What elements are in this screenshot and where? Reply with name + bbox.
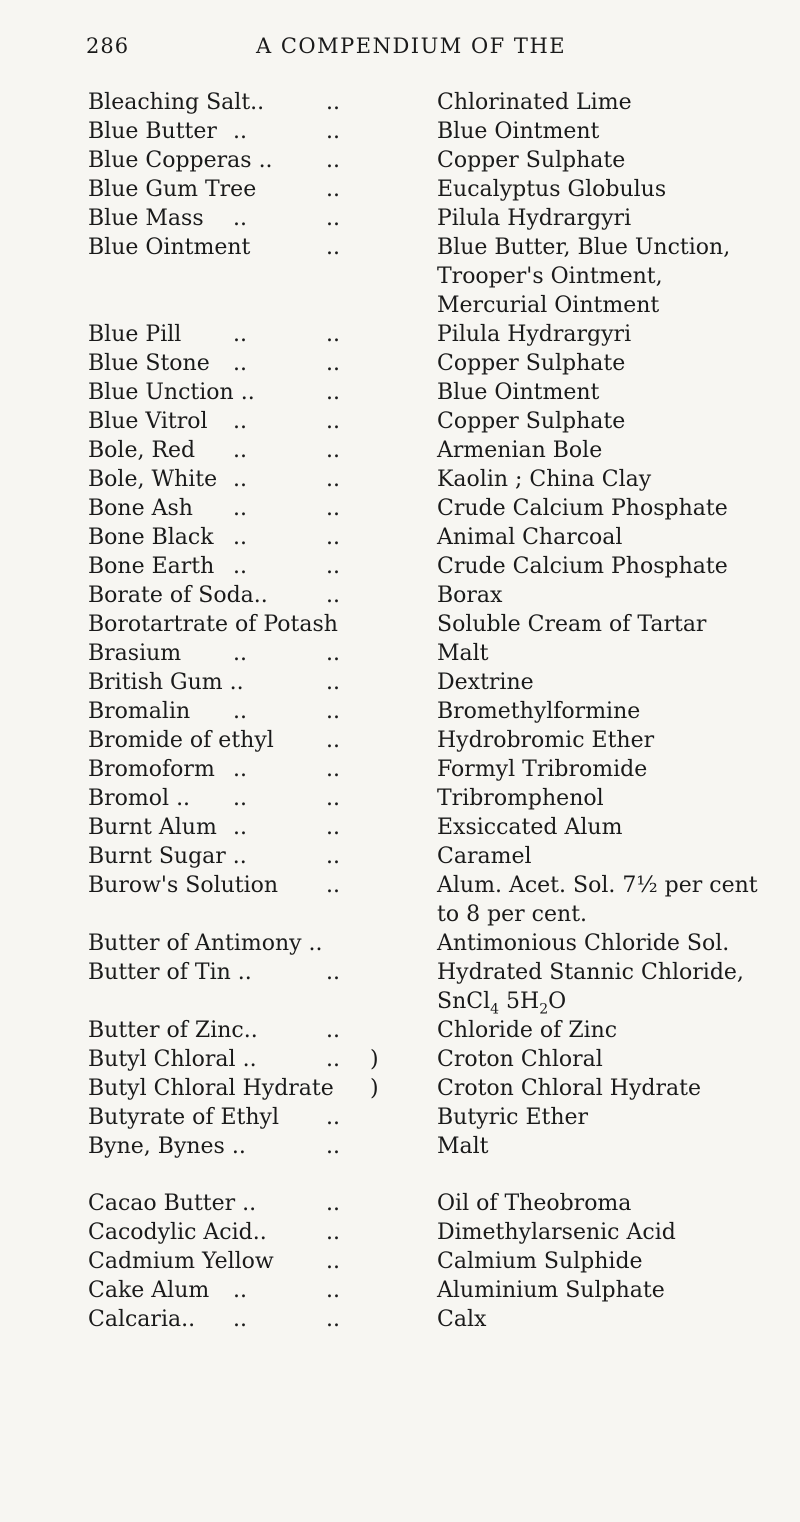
entry-term: Bone Ash (88, 496, 193, 521)
entry-synonym: Blue Butter, Blue Unction, Trooper's Ointment, Mercurial Ointment (437, 235, 731, 318)
entry-term: Bole, White (88, 467, 218, 492)
entry-term: Blue Unction .. (88, 380, 255, 405)
entry-term: Bromalin (88, 699, 191, 724)
entry-synonym: Dextrine (437, 670, 534, 695)
entry-row (88, 378, 778, 407)
leader-dots: .. (326, 1220, 340, 1245)
entry-synonym: Aluminium Sulphate (437, 1278, 665, 1303)
leader-dots: .. (326, 1249, 340, 1274)
leader-dots: .. (326, 641, 340, 666)
leader-dots: .. (233, 757, 247, 782)
entry-row (88, 233, 778, 320)
leader-dots: .. (233, 351, 247, 376)
entry-term: Cadmium Yellow (88, 1249, 274, 1274)
entry-row (88, 1218, 778, 1247)
leader-dots: .. (326, 699, 340, 724)
entry-row (88, 204, 778, 233)
leader-dots: .. (233, 525, 247, 550)
leader-dots: .. (326, 1018, 340, 1043)
entry-term: Blue Mass (88, 206, 204, 231)
entry-synonym: Animal Charcoal (437, 525, 623, 550)
leader-dots: .. (326, 351, 340, 376)
entry-row (88, 436, 778, 465)
leader-dots: .. (326, 496, 340, 521)
entry-synonym: Butyric Ether (437, 1105, 589, 1130)
leader-dots: .. (326, 322, 340, 347)
leader-dots: .. (326, 119, 340, 144)
entry-term: Brasium (88, 641, 182, 666)
entry-row (88, 320, 778, 349)
entry-row (88, 1016, 778, 1045)
entry-term: Burnt Sugar .. (88, 844, 247, 869)
entry-synonym: Calx (437, 1307, 487, 1332)
leader-dots: .. (233, 641, 247, 666)
entry-term: Butter of Zinc.. (88, 1018, 258, 1043)
entry-term: Butyrate of Ethyl (88, 1105, 280, 1130)
entry-term: Burnt Alum (88, 815, 217, 840)
entry-synonym: Antimonious Chloride Sol. (437, 931, 730, 956)
entry-row (88, 871, 778, 929)
leader-dots: .. (233, 1307, 247, 1332)
entry-row (88, 88, 778, 117)
leader-dots: .. (326, 815, 340, 840)
entry-synonym: Armenian Bole (437, 438, 603, 463)
entry-row (88, 1045, 778, 1074)
entry-synonym: Malt (437, 641, 489, 666)
entry-row (88, 784, 778, 813)
entry-row (88, 1074, 778, 1103)
leader-dots: .. (326, 525, 340, 550)
entry-synonym: Chloride of Zinc (437, 1018, 618, 1043)
leader-dots: .. (326, 554, 340, 579)
leader-dots: .. (326, 960, 340, 985)
entry-synonym: Croton Chloral Hydrate (437, 1076, 701, 1101)
entry-synonym: Blue Ointment (437, 119, 600, 144)
entry-synonym: Bromethylformine (437, 699, 641, 724)
leader-dots: .. (326, 467, 340, 492)
entry-synonym: Blue Ointment (437, 380, 600, 405)
entry-row (88, 842, 778, 871)
leader-dots: .. (326, 1134, 340, 1159)
entry-row (88, 146, 778, 175)
leader-dots: .. (326, 1105, 340, 1130)
page-header (86, 34, 740, 68)
entry-term: Bromide of ethyl (88, 728, 274, 753)
leader-dots: .. (326, 438, 340, 463)
entry-term: Butter of Tin .. (88, 960, 252, 985)
running-title: A COMPENDIUM OF THE (256, 34, 567, 58)
leader-dots: .. (233, 206, 247, 231)
entry-term: Butyl Chloral Hydrate (88, 1076, 334, 1101)
leader-dots: .. (326, 844, 340, 869)
entry-synonym: Copper Sulphate (437, 148, 626, 173)
entry-term: Cacao Butter .. (88, 1191, 257, 1216)
entry-term: Blue Butter (88, 119, 217, 144)
entry-synonym: Croton Chloral (437, 1047, 603, 1072)
entry-row (88, 755, 778, 784)
entry-synonym: Soluble Cream of Tartar (437, 612, 707, 637)
entry-term: Cacodylic Acid.. (88, 1220, 267, 1245)
entry-synonym: Calmium Sulphide (437, 1249, 643, 1274)
leader-dots: .. (326, 90, 340, 115)
grouping-brace: ) (370, 1076, 379, 1101)
leader-dots: .. (326, 235, 340, 260)
entry-row (88, 1276, 778, 1305)
entry-term: Blue Copperas .. (88, 148, 273, 173)
entry-row (88, 349, 778, 378)
leader-dots: .. (326, 757, 340, 782)
leader-dots: .. (233, 438, 247, 463)
entry-term: Bone Earth (88, 554, 215, 579)
leader-dots: .. (233, 815, 247, 840)
entry-synonym: Copper Sulphate (437, 351, 626, 376)
entry-term: Bone Black (88, 525, 214, 550)
leader-dots: .. (326, 873, 340, 898)
entry-row (88, 813, 778, 842)
entry-row (88, 175, 778, 204)
entry-row (88, 1103, 778, 1132)
leader-dots: .. (326, 1307, 340, 1332)
entry-synonym: Hydrated Stannic Chloride, SnCl$_4$ $5H_2O$ (437, 960, 744, 1018)
leader-dots: .. (233, 1278, 247, 1303)
entry-term: Butter of Antimony .. (88, 931, 323, 956)
entry-row (88, 668, 778, 697)
leader-dots: .. (326, 177, 340, 202)
entry-term: Bole, Red (88, 438, 196, 463)
entry-term: Bromol .. (88, 786, 191, 811)
entry-term: Bromoform (88, 757, 215, 782)
entry-term: Blue Gum Tree (88, 177, 257, 202)
entry-row (88, 407, 778, 436)
entry-synonym: Kaolin ; China Clay (437, 467, 652, 492)
leader-dots: .. (233, 119, 247, 144)
entry-synonym: Caramel (437, 844, 532, 869)
leader-dots: .. (326, 1191, 340, 1216)
entry-row (88, 697, 778, 726)
entry-row (88, 726, 778, 755)
entry-synonym: Alum. Acet. Sol. 7½ per cent to 8 per cent. (437, 873, 758, 927)
leader-dots: .. (233, 496, 247, 521)
leader-dots: .. (233, 467, 247, 492)
leader-dots: .. (326, 583, 340, 608)
entry-term: British Gum .. (88, 670, 244, 695)
entry-term: Borotartrate of Potash (88, 612, 338, 637)
synonym-list (88, 88, 778, 1334)
entry-row (88, 1247, 778, 1276)
entry-synonym: Copper Sulphate (437, 409, 626, 434)
entry-term: Blue Stone (88, 351, 210, 376)
entry-term: Burow's Solution (88, 873, 279, 898)
leader-dots: .. (326, 380, 340, 405)
entry-row (88, 1189, 778, 1218)
entry-synonym: Malt (437, 1134, 489, 1159)
entry-term: Byne, Bynes .. (88, 1134, 246, 1159)
entry-synonym: Oil of Theobroma (437, 1191, 632, 1216)
leader-dots: .. (326, 1047, 340, 1072)
entry-row (88, 494, 778, 523)
entry-synonym: Pilula Hydrargyri (437, 206, 632, 231)
entry-row (88, 117, 778, 146)
entry-synonym: Eucalyptus Globulus (437, 177, 667, 202)
leader-dots: .. (326, 670, 340, 695)
leader-dots: .. (326, 786, 340, 811)
entry-term: Borate of Soda.. (88, 583, 268, 608)
entry-synonym: Pilula Hydrargyri (437, 322, 632, 347)
entry-synonym: Exsiccated Alum (437, 815, 623, 840)
leader-dots: .. (233, 554, 247, 579)
leader-dots: .. (233, 699, 247, 724)
leader-dots: .. (233, 409, 247, 434)
grouping-brace: ) (370, 1047, 379, 1072)
leader-dots: .. (326, 148, 340, 173)
entry-synonym: Hydrobromic Ether (437, 728, 655, 753)
entry-term: Butyl Chloral .. (88, 1047, 257, 1072)
entry-row (88, 958, 778, 1016)
entry-synonym: Crude Calcium Phosphate (437, 554, 728, 579)
entry-term: Calcaria.. (88, 1307, 196, 1332)
entry-term: Blue Vitrol (88, 409, 208, 434)
leader-dots: .. (326, 1278, 340, 1303)
leader-dots: .. (326, 728, 340, 753)
entry-row (88, 1132, 778, 1161)
entry-synonym: Chlorinated Lime (437, 90, 632, 115)
entry-term: Blue Ointment (88, 235, 251, 260)
entry-term: Bleaching Salt.. (88, 90, 265, 115)
entry-row (88, 552, 778, 581)
entry-row (88, 929, 778, 958)
entry-term: Blue Pill (88, 322, 182, 347)
entry-row (88, 523, 778, 552)
entry-row (88, 639, 778, 668)
entry-row (88, 610, 778, 639)
leader-dots: .. (233, 322, 247, 347)
leader-dots: .. (233, 786, 247, 811)
entry-synonym: Crude Calcium Phosphate (437, 496, 728, 521)
leader-dots: .. (326, 409, 340, 434)
entry-row (88, 465, 778, 494)
entry-synonym: Formyl Tribromide (437, 757, 648, 782)
entry-synonym: Tribromphenol (437, 786, 604, 811)
page-number: 286 (86, 34, 130, 58)
entry-synonym: Dimethylarsenic Acid (437, 1220, 676, 1245)
entry-term: Cake Alum (88, 1278, 210, 1303)
leader-dots: .. (326, 206, 340, 231)
entry-row (88, 1305, 778, 1334)
entry-row (88, 581, 778, 610)
entry-synonym: Borax (437, 583, 503, 608)
